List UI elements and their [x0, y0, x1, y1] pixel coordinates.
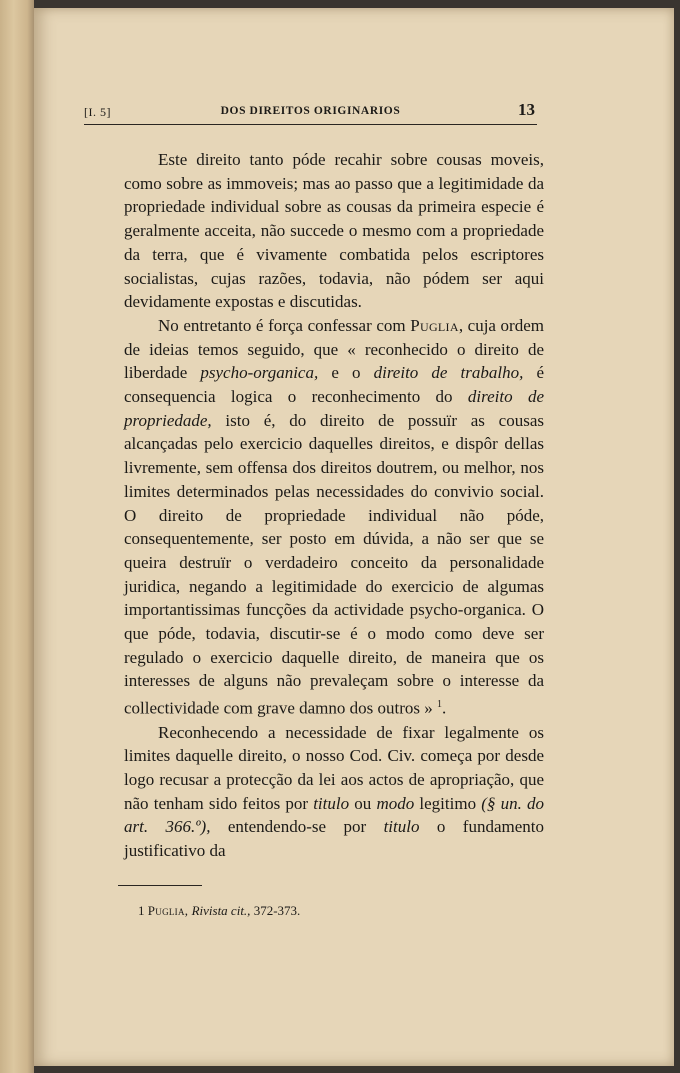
footnote: [138, 903, 300, 919]
footnote-author: Puglia,: [147, 903, 189, 918]
text-span: é consequencia logica o reconhecimento do: [124, 363, 545, 407]
text-span: isto é, do direito de possuïr as cousas alcançadas pelo exercicio daquelles direitos, e dispôr dellas livremente, sem offensa dos direitos doutrem, ou melhor, nos limites determinados pelas necessidades do convivio social. O direito de propriedade individual não póde, consequentemente, ser posto em dúvida, a não ser que se queira destruïr o verdadeiro conceito da personalidade juridica, negando a legitimidade do exercicio de algumas importantissimas funcções da actividade psycho-organica. O que póde, todavia, discutir-se é o modo como deve ser regulado o exercicio daquelle direito, de maneira que os interesses de alguns não prevaleçam sobre o interesse da collectividade com grave damno dos outros »: [124, 410, 544, 718]
text-span: e o: [318, 363, 374, 383]
paragraph-2: [124, 314, 544, 721]
footnote-work: Rivista cit.,: [191, 903, 251, 918]
text-span: ou: [349, 793, 377, 813]
legal-citation: (§ un. do art. 366.º),: [124, 793, 544, 837]
italic-term: titulo: [383, 817, 420, 837]
body-text: [124, 148, 544, 863]
footnote-pages: 372-373.: [253, 903, 301, 918]
text-span: legitimo: [414, 793, 482, 813]
text-span: , cuja ordem de ideias temos seguido, que « reconhecido o direito de liberdade: [124, 315, 544, 383]
paragraph-3: [124, 721, 544, 863]
italic-term: direito de propriedade,: [124, 387, 544, 430]
page-number: 13: [518, 100, 535, 119]
text-span: entendendo-se por: [210, 817, 384, 837]
italic-term: modo: [376, 793, 415, 813]
running-header: [84, 100, 537, 125]
paragraph-1: Este direito tanto póde recahir sobre cousas moveis, como sobre as immoveis; mas ao passo que a legitimidade da propriedade individual sobre as cousas da primeira especie é geralmente acceita, não succede o mesmo com a propriedade da terra, que é vivamente combatida pelos escriptores socialistas, cujas razões, todavia, não pódem ser aqui devidamente expostas e discutidas.: [124, 150, 544, 312]
footnote-reference: 1: [437, 699, 442, 711]
text-span: No entretanto é força confessar com: [158, 315, 411, 335]
section-reference: [I. 5]: [84, 105, 111, 119]
author-name: Puglia: [410, 315, 459, 335]
italic-term: direito de trabalho,: [373, 363, 524, 383]
text-span: .: [442, 698, 447, 718]
text-span: o fundamento justificativo da: [124, 817, 545, 861]
text-span: Reconhecendo a necessidade de fixar legalmente os limites daquelle direito, o nosso Cod. Civ. começa por desde logo recusar a protecção da lei aos actos de apropriação, que não tenham sido feitos por: [124, 722, 544, 813]
running-title: DOS DIREITOS ORIGINARIOS: [220, 105, 401, 117]
book-spine: [0, 0, 34, 1073]
footnote-number: 1: [138, 903, 145, 918]
italic-term: psycho-organica,: [200, 363, 319, 383]
footnote-divider: [118, 885, 202, 886]
italic-term: titulo: [313, 793, 350, 813]
